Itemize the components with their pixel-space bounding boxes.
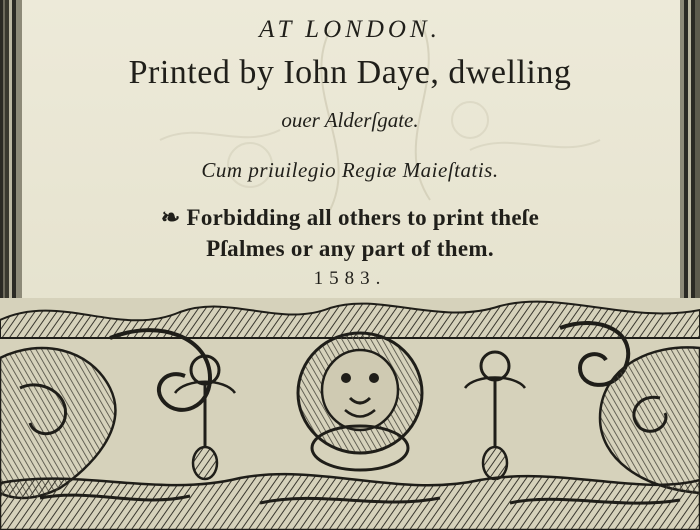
printer-address: ouer Alderſgate. [281,108,419,132]
imprint-place: AT LONDON. [259,16,441,43]
prohibition-line-2: Pſalmes or any part of them. [206,236,494,261]
prohibition-text-1: Forbidding all others to print theſe [186,205,540,230]
woodcut-ornamental-border [0,298,700,530]
publication-year: 1583. [313,268,387,289]
prohibition-line-1 [0,205,700,231]
fleuron-icon: ❧ [160,205,181,230]
royal-privilege: Cum priuilegio Regiæ Maieſtatis. [201,158,499,182]
printer-line: Printed by Iohn Daye, dwelling [128,54,572,91]
